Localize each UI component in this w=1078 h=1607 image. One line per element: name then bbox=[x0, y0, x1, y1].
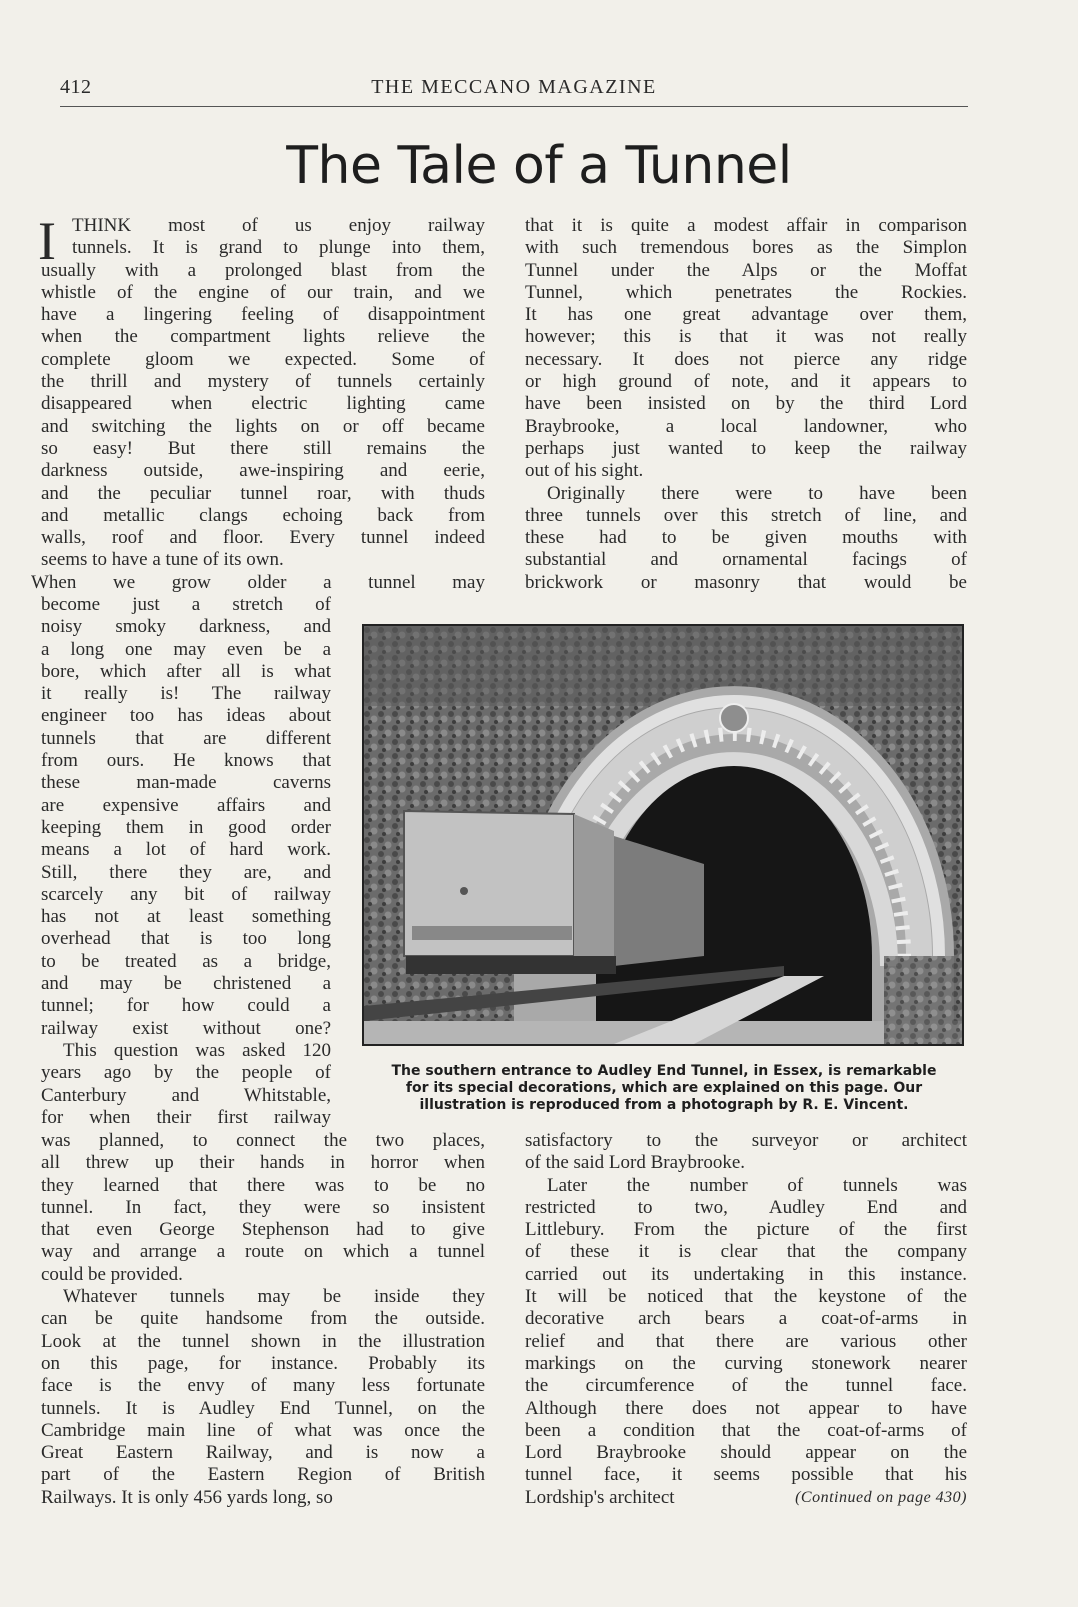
text-line: they learned that there was to be no bbox=[41, 1174, 485, 1196]
text-line: scarcely any bit of railway bbox=[41, 883, 331, 905]
column-1-narrow bbox=[41, 594, 331, 1129]
drop-cap: I bbox=[38, 211, 56, 271]
text-line: become just a stretch of bbox=[41, 594, 331, 615]
text-line: the thrill and mystery of tunnels certainly bbox=[41, 371, 485, 393]
text-line: It will be noticed that the keystone of the bbox=[525, 1286, 967, 1308]
text-line: Lord Braybrooke should appear on the bbox=[525, 1442, 967, 1464]
text-line: all threw up their hands in horror when bbox=[41, 1152, 485, 1174]
text-line: and metallic clangs echoing back from bbox=[41, 504, 485, 526]
text-line: usually with a prolonged blast from the bbox=[41, 259, 485, 281]
text-line: perhaps just wanted to keep the railway bbox=[525, 437, 967, 459]
text-line: was planned, to connect the two places, bbox=[41, 1130, 485, 1151]
text-line: and switching the lights on or off became bbox=[41, 415, 485, 437]
text-line: three tunnels over this stretch of line, and bbox=[525, 504, 967, 526]
text-line: decorative arch bears a coat-of-arms in bbox=[525, 1308, 967, 1330]
text-line: Although there does not appear to have bbox=[525, 1397, 967, 1419]
text-line: Canterbury and Whitstable, bbox=[41, 1084, 331, 1106]
text-line: tunnel; for how could a bbox=[41, 995, 331, 1017]
text-line: that even George Stephenson had to give bbox=[41, 1219, 485, 1241]
text-line: whistle of the engine of our train, and we bbox=[41, 281, 485, 303]
text-line: Look at the tunnel shown in the illustration bbox=[41, 1330, 485, 1352]
text-line: of the said Lord Braybrooke. bbox=[525, 1152, 746, 1174]
text-line: complete gloom we expected. Some of bbox=[41, 348, 485, 370]
text-line: to be treated as a bridge, bbox=[41, 950, 331, 972]
text-line: Still, there they are, and bbox=[41, 861, 331, 883]
text-line: This question was asked 120 bbox=[63, 1039, 331, 1061]
column-2-bottom bbox=[525, 1130, 967, 1509]
text-line: are expensive affairs and bbox=[41, 794, 331, 816]
text-line: when the compartment lights relieve the bbox=[41, 326, 485, 348]
text-line: railway exist without one? bbox=[41, 1017, 331, 1039]
text-line: Littlebury. From the picture of the first bbox=[525, 1219, 967, 1241]
text-line: darkness outside, awe-inspiring and eerie, bbox=[41, 460, 485, 482]
text-line: Tunnel, which penetrates the Rockies. bbox=[525, 281, 967, 303]
text-line: walls, roof and floor. Every tunnel indeed bbox=[41, 527, 485, 549]
text-line: markings on the curving stonework nearer bbox=[525, 1352, 967, 1374]
text-line: for when their first railway bbox=[41, 1106, 331, 1128]
text-line: keeping them in good order bbox=[41, 816, 331, 838]
text-line: It has one great advantage over them, bbox=[525, 304, 967, 326]
text-line: restricted to two, Audley End and bbox=[525, 1196, 967, 1218]
text-line: disappeared when electric lighting came bbox=[41, 393, 485, 415]
text-line: so easy! But there still remains the bbox=[41, 437, 485, 459]
header-rule bbox=[60, 106, 968, 107]
continued-note: (Continued on page 430) bbox=[795, 1488, 967, 1506]
text-line: Originally there were to have been bbox=[547, 482, 967, 504]
column-1-top bbox=[31, 215, 485, 594]
caption-line: The southern entrance to Audley End Tunnel, in Essex, is remarkable bbox=[391, 1063, 937, 1079]
text-line: Tunnel under the Alps or the Moffat bbox=[525, 259, 967, 281]
text-line: from ours. He knows that bbox=[41, 750, 331, 772]
text-line: Whatever tunnels may be inside they bbox=[63, 1286, 485, 1308]
text-line: way and arrange a route on which a tunnel bbox=[41, 1241, 485, 1263]
text-line: part of the Eastern Region of British bbox=[41, 1464, 485, 1486]
caption-line: for its special decorations, which are explained on this page. Our bbox=[405, 1080, 923, 1096]
text-line: it really is! The railway bbox=[41, 683, 331, 705]
text-line: tunnel. In fact, they were so insistent bbox=[41, 1196, 485, 1218]
text-line: these man-made caverns bbox=[41, 772, 331, 794]
text-line: and the peculiar tunnel roar, with thuds bbox=[41, 482, 485, 504]
text-line: When we grow older a tunnel may bbox=[31, 571, 485, 593]
magazine-title: THE MECCANO MAGAZINE bbox=[371, 76, 657, 98]
text-line: has not at least something bbox=[41, 906, 331, 928]
photo-caption bbox=[362, 1063, 966, 1114]
text-line: or high ground of note, and it appears to bbox=[525, 371, 967, 393]
text-line: of these it is clear that the company bbox=[525, 1241, 967, 1263]
text-line: overhead that is too long bbox=[41, 928, 331, 950]
text-line: engineer too has ideas about bbox=[41, 705, 331, 727]
text-line: that it is quite a modest affair in comparison bbox=[525, 215, 967, 236]
text-line: Later the number of tunnels was bbox=[547, 1174, 967, 1196]
text-line: a long one may even be a bbox=[41, 638, 331, 660]
text-line: been a condition that the coat-of-arms of bbox=[525, 1419, 967, 1441]
text-line: noisy smoky darkness, and bbox=[41, 616, 331, 638]
article-title: The Tale of a Tunnel bbox=[286, 136, 792, 196]
text-line: bore, which after all is what bbox=[41, 660, 331, 682]
text-line: Railways. It is only 456 yards long, so bbox=[41, 1486, 333, 1508]
text-line: substantial and ornamental facings of bbox=[525, 549, 967, 571]
text-line: and may be christened a bbox=[41, 973, 331, 995]
text-line: with such tremendous bores as the Simplon bbox=[525, 237, 967, 259]
text-line: Cambridge main line of what was once the bbox=[41, 1419, 485, 1441]
page-number: 412 bbox=[60, 76, 92, 98]
text-line: Braybrooke, a local landowner, who bbox=[525, 415, 967, 437]
text-line: could be provided. bbox=[41, 1263, 183, 1285]
text-line: THINK most of us enjoy railway bbox=[72, 215, 485, 236]
text-line: Great Eastern Railway, and is now a bbox=[41, 1442, 485, 1464]
text-line: seems to have a tune of its own. bbox=[41, 549, 284, 571]
column-2-top bbox=[525, 215, 967, 594]
text-line: on this page, for instance. Probably its bbox=[41, 1352, 485, 1374]
text-line: tunnels that are different bbox=[41, 727, 331, 749]
text-line: face is the envy of many less fortunate bbox=[41, 1375, 485, 1397]
text-line: satisfactory to the surveyor or architect bbox=[525, 1130, 967, 1151]
tunnel-photo bbox=[362, 624, 964, 1046]
text-line: have been insisted on by the third Lord bbox=[525, 393, 967, 415]
text-line: can be quite handsome from the outside. bbox=[41, 1308, 485, 1330]
text-line: tunnels. It is grand to plunge into them, bbox=[72, 237, 485, 259]
text-line: brickwork or masonry that would be bbox=[525, 571, 967, 593]
text-line: these had to be given mouths with bbox=[525, 527, 967, 549]
caption-line: illustration is reproduced from a photograph by R. E. Vincent. bbox=[419, 1097, 909, 1113]
text-line: tunnel face, it seems possible that his bbox=[525, 1464, 967, 1486]
text-line: tunnels. It is Audley End Tunnel, on the bbox=[41, 1397, 485, 1419]
column-1-bottom bbox=[41, 1130, 485, 1509]
text-line: out of his sight. bbox=[525, 460, 644, 482]
text-line: however; this is that it was not really bbox=[525, 326, 967, 348]
text-line: years ago by the people of bbox=[41, 1062, 331, 1084]
text-line: have a lingering feeling of disappointment bbox=[41, 304, 485, 326]
page-header bbox=[60, 74, 968, 102]
text-line: necessary. It does not pierce any ridge bbox=[525, 348, 967, 370]
text-line: carried out its undertaking in this instance. bbox=[525, 1263, 967, 1285]
text-line: Lordship's architect (Continued on page 430) bbox=[525, 1486, 967, 1508]
text-line: the circumference of the tunnel face. bbox=[525, 1375, 967, 1397]
text-line: means a lot of hard work. bbox=[41, 839, 331, 861]
text-line: relief and that there are various other bbox=[525, 1330, 967, 1352]
